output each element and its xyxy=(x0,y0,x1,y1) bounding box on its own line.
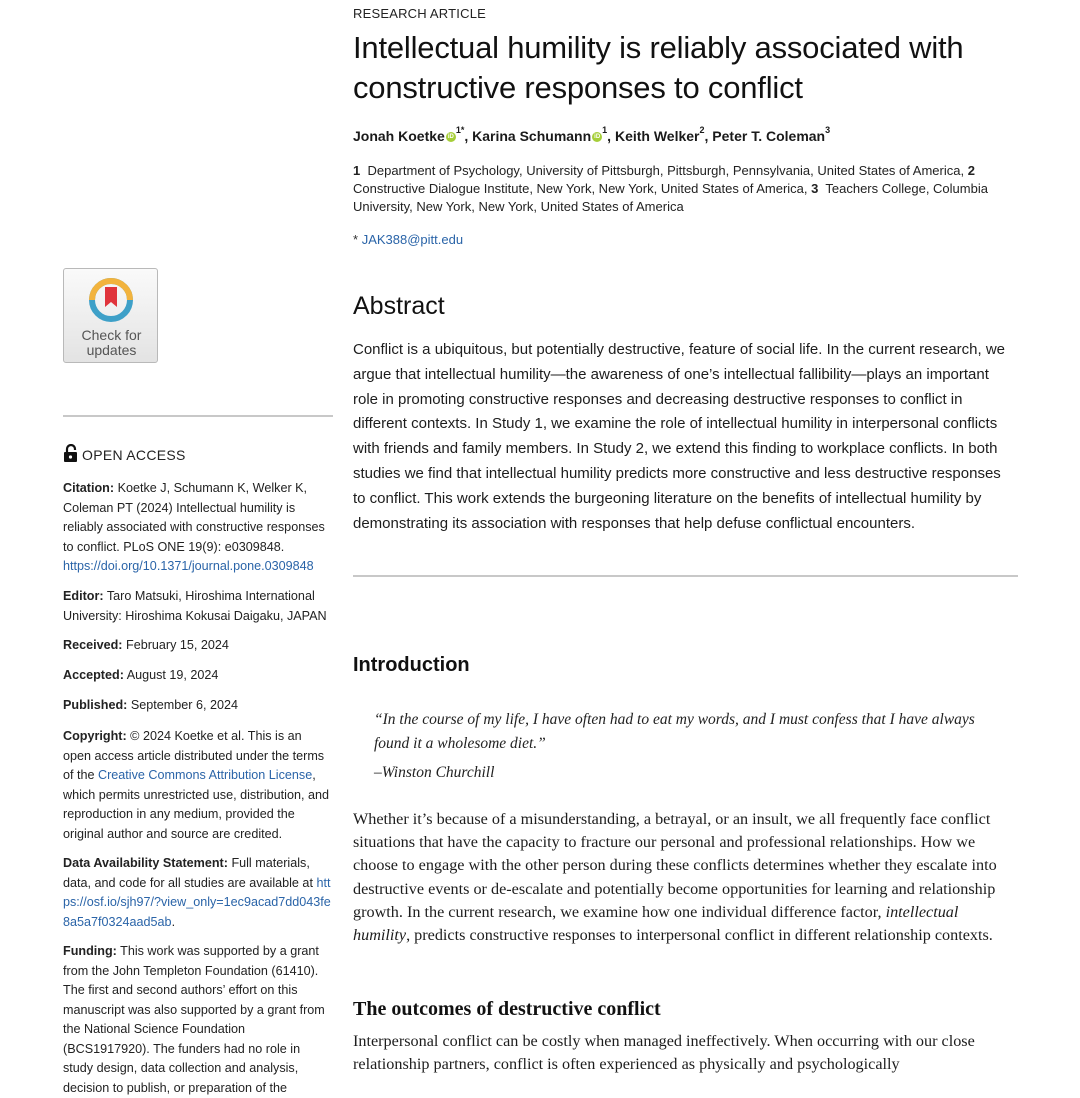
orcid-icon[interactable]: iD xyxy=(594,134,601,141)
received-date: Received: February 15, 2024 xyxy=(63,638,229,652)
corresponding-email xyxy=(353,232,463,247)
affil-text: Teachers College, Columbia University, New York, New York, United States of America xyxy=(353,181,988,214)
author-affil-number: 1 xyxy=(602,125,608,135)
author-list: Jonah Koetke $iD^{1*}$, Karina Schumann $iD^1$, Keith Welker$^2$, Peter T. Coleman$^3$ xyxy=(353,125,831,144)
doi-link[interactable]: https://doi.org/10.1371/journal.pone.0309848 xyxy=(63,559,314,573)
license-link[interactable]: Creative Commons Attribution License xyxy=(98,768,313,782)
published-date: Published: September 6, 2024 xyxy=(63,698,238,712)
outcomes-heading: The outcomes of destructive conflict xyxy=(353,998,661,1020)
author-name[interactable]: Karina Schumann xyxy=(472,128,592,144)
email-link[interactable]: JAK388@pitt.edu xyxy=(361,232,464,247)
outcomes-paragraph: Interpersonal conflict can be costly when managed ineffectively. When occurring with our close relationship partners, conflict is often experienced as physically and psychologically xyxy=(353,1032,975,1074)
orcid-icon[interactable]: iD xyxy=(447,134,454,141)
author-affil-number: 3 xyxy=(825,125,831,135)
author-affil-number: 2 xyxy=(699,125,705,135)
corresponding-marker: * xyxy=(460,125,465,135)
author-name[interactable]: Peter T. Coleman xyxy=(712,128,826,144)
article-title: Intellectual humility is reliably associated with constructive responses to conflict xyxy=(353,30,964,105)
check-for-updates-label: Check for updates xyxy=(81,327,142,358)
affil-number: 2 xyxy=(967,163,975,178)
data-availability-block: Data Availability Statement: Full materials, data, and code for all studies are available at https://osf.io/sjh97/?view_only=1ec9acad7dd043fe8a5a7f0324aad5ab. xyxy=(63,856,331,929)
affil-text: Constructive Dialogue Institute, New York, New York, United States of America, xyxy=(353,181,808,196)
author-name[interactable]: Jonah Koetke xyxy=(353,128,445,144)
affil-number: 3 xyxy=(811,181,819,196)
article-type: RESEARCH ARTICLE xyxy=(353,6,486,21)
affil-text: Department of Psychology, University of Pittsburgh, Pittsburgh, Pennsylvania, United States of America, xyxy=(367,163,965,178)
epigraph-quote: “In the course of my life, I have often had to eat my words, and I must confess that I have always found it a wholesome diet.” xyxy=(374,711,975,752)
unlocked-padlock-icon xyxy=(63,444,78,462)
sidebar-divider xyxy=(63,415,333,417)
email-star: * xyxy=(353,232,359,247)
epigraph-author: –Winston Churchill xyxy=(374,764,495,781)
abstract-text: Conflict is a ubiquitous, but potentially destructive, feature of social life. In the current research, we argue that intellectual humility—the awareness of one’s intellectual fallibility—plays an important role in promoting constructive responses and decreasing destructive responses to conflict in different contexts. In Study 1, we examine the role of intellectual humility in interpersonal conflicts with friends and family members. In Study 2, we extend this finding to workplace conflicts. In both studies we find that intellectual humility predicts more constructive and less destructive responses to conflict. This work extends the burgeoning literature on the benefits of intellectual humility by demonstrating its association with responses that help defuse conflictual encounters. xyxy=(353,341,1006,532)
emphasis-term: intellectual humility xyxy=(353,902,959,945)
affiliations xyxy=(353,162,1013,216)
section-divider xyxy=(353,575,1018,577)
accepted-date: Accepted: August 19, 2024 xyxy=(63,668,219,682)
copyright-block: Copyright: © 2024 Koetke et al. This is an open access article distributed under the terms of the Creative Commons Attribution License, which permits unrestricted use, distribution, and reproduction in any medium, provided the original author and source are credited. xyxy=(63,729,329,841)
osf-link[interactable]: https://osf.io/sjh97/?view_only=1ec9acad7dd043fe8a5a7f0324aad5ab xyxy=(63,875,331,929)
funding-block: Funding: This work was supported by a grant from the John Templeton Foundation (61410). The first and second authors’ effort on this manuscript was also supported by a grant from the National Science Foundation (BCS1917920). The funders had no role in study design, data collection and analysis, decision to publish, or preparation of the xyxy=(63,944,325,1095)
crossmark-icon xyxy=(86,275,136,325)
introduction-heading: Introduction xyxy=(353,654,470,676)
citation-block: Citation: Koetke J, Schumann K, Welker K, Coleman PT (2024) Intellectual humility is reliably associated with constructive responses to conflict. PLoS ONE 19(9): e0309848. https://doi.org/10.1371/journal.pone.0309848 xyxy=(63,481,325,573)
affil-number: 1 xyxy=(353,163,361,178)
open-access-label: OPEN ACCESS xyxy=(63,444,186,463)
editor-block: Editor: Taro Matsuki, Hiroshima International University: Hiroshima Kokusai Daigaku, JAPAN xyxy=(63,589,327,623)
author-name[interactable]: Keith Welker xyxy=(614,128,700,144)
abstract-heading: Abstract xyxy=(353,292,445,320)
introduction-paragraph: Whether it’s because of a misunderstanding, a betrayal, or an insult, we all frequently face conflict situations that have the capacity to fracture our personal and professional relationships. How we choose to engage with the other person during these conflicts determines whether they escalate into destructive events or de-escalate and potentially become opportunities for learning and relationship growth. In the current research, we examine how one individual difference factor, intellectual humility, predicts constructive responses to interpersonal conflict in different relationship contexts. xyxy=(353,810,997,945)
author-affil-number: 1 xyxy=(455,125,461,135)
check-for-updates-badge[interactable] xyxy=(63,268,158,363)
